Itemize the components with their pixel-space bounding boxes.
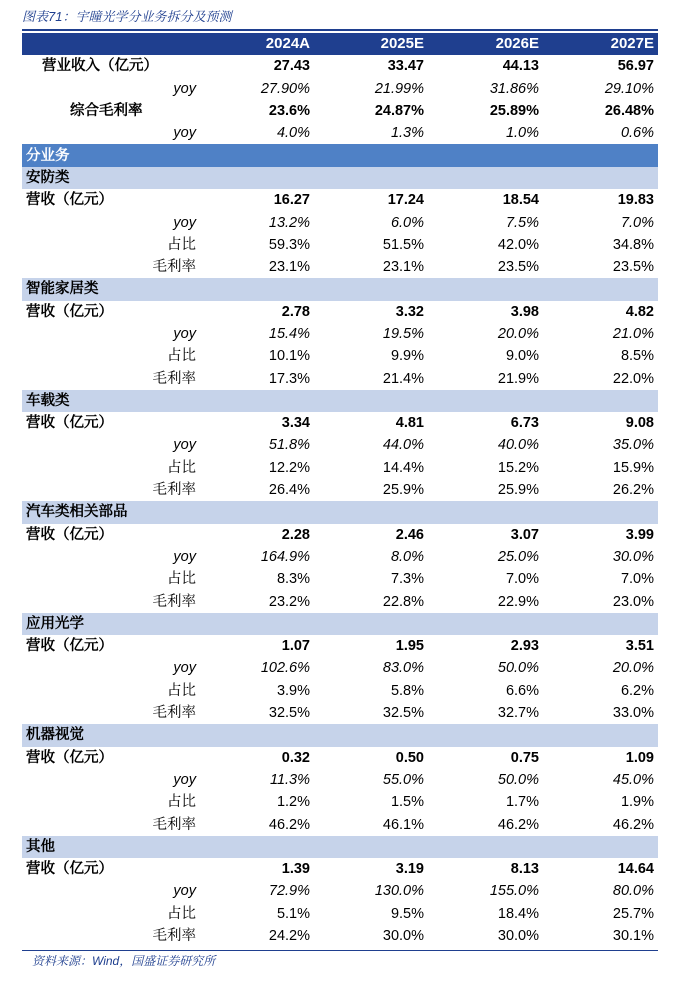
segment-data-row bbox=[22, 189, 658, 211]
row-label: 毛利率 bbox=[152, 370, 196, 387]
segment-data-row bbox=[22, 434, 658, 456]
value-cell: 30.0% bbox=[497, 928, 539, 945]
segment-data-row bbox=[22, 256, 658, 278]
value-cell: 2.93 bbox=[510, 638, 539, 655]
value-cell: 5.8% bbox=[390, 682, 424, 699]
value-cell: 23.6% bbox=[268, 103, 310, 120]
forecast-table-body bbox=[22, 33, 658, 947]
segment-title: 安防类 bbox=[22, 167, 658, 189]
value-cell: 44.0% bbox=[382, 437, 424, 454]
value-cell: 1.09 bbox=[625, 749, 654, 766]
segment-data-row bbox=[22, 858, 658, 880]
value-cell: 32.7% bbox=[497, 705, 539, 722]
segment-heading-row bbox=[22, 144, 658, 166]
value-cell: 23.5% bbox=[497, 259, 539, 276]
value-cell: 23.0% bbox=[612, 593, 654, 610]
value-cell: 51.8% bbox=[268, 437, 310, 454]
value-cell: 18.4% bbox=[497, 905, 539, 922]
value-cell: 3.07 bbox=[510, 526, 539, 543]
value-cell: 26.48% bbox=[604, 103, 654, 120]
value-cell: 1.2% bbox=[276, 794, 310, 811]
value-cell: 18.54 bbox=[502, 192, 539, 209]
value-cell: 51.5% bbox=[382, 236, 424, 253]
segment-data-row bbox=[22, 479, 658, 501]
value-cell: 25.7% bbox=[612, 905, 654, 922]
value-cell: 45.0% bbox=[612, 771, 654, 788]
row-label: 占比 bbox=[167, 905, 196, 922]
row-label: 营收（亿元） bbox=[26, 415, 113, 432]
row-label: yoy bbox=[173, 660, 196, 677]
value-cell: 8.3% bbox=[276, 571, 310, 588]
value-cell: 155.0% bbox=[489, 883, 539, 900]
value-cell: 0.32 bbox=[281, 749, 310, 766]
segment-title-row bbox=[22, 836, 658, 858]
row-label: 占比 bbox=[167, 348, 196, 365]
segment-data-row bbox=[22, 769, 658, 791]
value-cell: 22.0% bbox=[612, 370, 654, 387]
value-cell: 25.9% bbox=[382, 482, 424, 499]
segment-data-row bbox=[22, 813, 658, 835]
row-label: 营业收入（亿元） bbox=[42, 58, 158, 75]
segment-data-row bbox=[22, 301, 658, 323]
row-label: 毛利率 bbox=[152, 705, 196, 722]
value-cell: 7.5% bbox=[505, 214, 539, 231]
value-cell: 56.97 bbox=[617, 58, 654, 75]
value-cell: 102.6% bbox=[260, 660, 310, 677]
value-cell: 3.34 bbox=[281, 415, 310, 432]
value-cell: 8.5% bbox=[620, 348, 654, 365]
value-cell: 7.3% bbox=[390, 571, 424, 588]
segment-data-row bbox=[22, 546, 658, 568]
value-cell: 3.32 bbox=[395, 303, 424, 320]
segment-data-row bbox=[22, 791, 658, 813]
value-cell: 12.2% bbox=[268, 459, 310, 476]
segment-data-row bbox=[22, 702, 658, 724]
row-label: 营收（亿元） bbox=[26, 526, 113, 543]
row-label: 毛利率 bbox=[152, 928, 196, 945]
segment-title-row bbox=[22, 278, 658, 300]
row-label: 营收（亿元） bbox=[26, 638, 113, 655]
segment-title: 应用光学 bbox=[22, 613, 658, 635]
value-cell: 3.98 bbox=[510, 303, 539, 320]
value-cell: 35.0% bbox=[612, 437, 654, 454]
segment-title: 机器视觉 bbox=[22, 724, 658, 746]
row-label: 占比 bbox=[167, 794, 196, 811]
segment-data-row bbox=[22, 747, 658, 769]
value-cell: 40.0% bbox=[497, 437, 539, 454]
row-label: 占比 bbox=[167, 571, 196, 588]
source-note: 资料来源：Wind，国盛证券研究所 bbox=[32, 954, 216, 968]
value-cell: 164.9% bbox=[260, 548, 310, 565]
value-cell: 3.51 bbox=[625, 638, 654, 655]
value-cell: 16.27 bbox=[273, 192, 310, 209]
segment-title-row bbox=[22, 390, 658, 412]
value-cell: 23.5% bbox=[612, 259, 654, 276]
value-cell: 1.0% bbox=[505, 125, 539, 142]
value-cell: 83.0% bbox=[382, 660, 424, 677]
value-cell: 46.1% bbox=[382, 816, 424, 833]
segment-title: 智能家居类 bbox=[22, 278, 658, 300]
segment-title: 汽车类相关部品 bbox=[22, 501, 658, 523]
value-cell: 30.0% bbox=[612, 548, 654, 565]
value-cell: 15.4% bbox=[268, 326, 310, 342]
row-label: yoy bbox=[173, 326, 196, 342]
row-label: yoy bbox=[173, 771, 196, 788]
segment-data-row bbox=[22, 635, 658, 657]
value-cell: 20.0% bbox=[612, 660, 654, 677]
value-cell: 9.9% bbox=[390, 348, 424, 365]
value-cell: 72.9% bbox=[268, 883, 310, 900]
header-row bbox=[22, 33, 658, 55]
value-cell: 4.81 bbox=[395, 415, 424, 432]
value-cell: 46.2% bbox=[497, 816, 539, 833]
value-cell: 23.2% bbox=[268, 593, 310, 610]
segment-data-row bbox=[22, 323, 658, 345]
segment-data-row bbox=[22, 657, 658, 679]
value-cell: 1.7% bbox=[505, 794, 539, 811]
value-cell: 130.0% bbox=[374, 883, 424, 900]
segment-title-row bbox=[22, 724, 658, 746]
segment-data-row bbox=[22, 680, 658, 702]
segment-data-row bbox=[22, 880, 658, 902]
value-cell: 9.08 bbox=[625, 415, 654, 432]
value-cell: 17.24 bbox=[387, 192, 424, 209]
segment-data-row bbox=[22, 903, 658, 925]
value-cell: 32.5% bbox=[268, 705, 310, 722]
value-cell: 55.0% bbox=[382, 771, 424, 788]
value-cell: 21.0% bbox=[612, 326, 654, 342]
value-cell: 34.8% bbox=[612, 236, 654, 253]
value-cell: 23.1% bbox=[382, 259, 424, 276]
value-cell: 42.0% bbox=[497, 236, 539, 253]
value-cell: 6.2% bbox=[620, 682, 654, 699]
value-cell: 2.78 bbox=[281, 303, 310, 320]
row-label: 营收（亿元） bbox=[26, 861, 113, 878]
value-cell: 20.0% bbox=[497, 326, 539, 342]
value-cell: 1.5% bbox=[390, 794, 424, 811]
value-cell: 8.0% bbox=[390, 548, 424, 565]
value-cell: 15.9% bbox=[612, 459, 654, 476]
row-label: 毛利率 bbox=[152, 482, 196, 499]
value-cell: 3.99 bbox=[625, 526, 654, 543]
year-2026e: 2026E bbox=[428, 33, 543, 55]
value-cell: 1.3% bbox=[390, 125, 424, 142]
segment-data-row bbox=[22, 345, 658, 367]
value-cell: 1.9% bbox=[620, 794, 654, 811]
row-label: yoy bbox=[173, 883, 196, 900]
value-cell: 14.64 bbox=[617, 861, 654, 878]
header-label-cell bbox=[22, 33, 200, 55]
value-cell: 5.1% bbox=[276, 905, 310, 922]
value-cell: 3.19 bbox=[395, 861, 424, 878]
value-cell: 46.2% bbox=[612, 816, 654, 833]
summary-row bbox=[22, 122, 658, 144]
value-cell: 30.0% bbox=[382, 928, 424, 945]
segment-title-row bbox=[22, 613, 658, 635]
value-cell: 19.5% bbox=[382, 326, 424, 342]
segment-title-row bbox=[22, 501, 658, 523]
value-cell: 21.99% bbox=[374, 80, 424, 97]
value-cell: 4.82 bbox=[625, 303, 654, 320]
value-cell: 23.1% bbox=[268, 259, 310, 276]
value-cell: 50.0% bbox=[497, 771, 539, 788]
segment-heading: 分业务 bbox=[22, 144, 658, 166]
top-rule bbox=[22, 29, 658, 31]
summary-row bbox=[22, 100, 658, 122]
value-cell: 59.3% bbox=[268, 236, 310, 253]
value-cell: 17.3% bbox=[268, 370, 310, 387]
year-2024a: 2024A bbox=[200, 33, 314, 55]
segment-data-row bbox=[22, 234, 658, 256]
row-label: yoy bbox=[173, 125, 196, 142]
value-cell: 7.0% bbox=[620, 214, 654, 231]
row-label: 营收（亿元） bbox=[26, 192, 113, 209]
value-cell: 2.28 bbox=[281, 526, 310, 543]
value-cell: 27.43 bbox=[273, 58, 310, 75]
bottom-rule bbox=[22, 950, 658, 951]
value-cell: 33.0% bbox=[612, 705, 654, 722]
segment-data-row bbox=[22, 457, 658, 479]
value-cell: 6.0% bbox=[390, 214, 424, 231]
row-label: yoy bbox=[173, 548, 196, 565]
segment-data-row bbox=[22, 211, 658, 233]
value-cell: 22.9% bbox=[497, 593, 539, 610]
value-cell: 13.2% bbox=[268, 214, 310, 231]
value-cell: 0.75 bbox=[510, 749, 539, 766]
value-cell: 21.4% bbox=[382, 370, 424, 387]
figure-caption: 图表71：宇瞳光学分业务拆分及预测 bbox=[22, 9, 232, 24]
value-cell: 25.0% bbox=[497, 548, 539, 565]
value-cell: 19.83 bbox=[617, 192, 654, 209]
value-cell: 1.95 bbox=[395, 638, 424, 655]
value-cell: 1.07 bbox=[281, 638, 310, 655]
segment-data-row bbox=[22, 367, 658, 389]
value-cell: 2.46 bbox=[395, 526, 424, 543]
value-cell: 22.8% bbox=[382, 593, 424, 610]
value-cell: 10.1% bbox=[268, 348, 310, 365]
value-cell: 15.2% bbox=[497, 459, 539, 476]
row-label: 毛利率 bbox=[152, 816, 196, 833]
value-cell: 3.9% bbox=[276, 682, 310, 699]
value-cell: 31.86% bbox=[489, 80, 539, 97]
value-cell: 25.89% bbox=[489, 103, 539, 120]
segment-title-row bbox=[22, 167, 658, 189]
forecast-table bbox=[22, 33, 658, 947]
segment-data-row bbox=[22, 590, 658, 612]
segment-data-row bbox=[22, 925, 658, 947]
value-cell: 27.90% bbox=[260, 80, 310, 97]
value-cell: 21.9% bbox=[497, 370, 539, 387]
year-2027e: 2027E bbox=[543, 33, 658, 55]
year-2025e: 2025E bbox=[314, 33, 428, 55]
summary-row bbox=[22, 55, 658, 77]
row-label: 营收（亿元） bbox=[26, 749, 113, 766]
value-cell: 26.4% bbox=[268, 482, 310, 499]
value-cell: 7.0% bbox=[505, 571, 539, 588]
summary-row bbox=[22, 78, 658, 100]
value-cell: 11.3% bbox=[269, 771, 310, 788]
value-cell: 7.0% bbox=[620, 571, 654, 588]
value-cell: 26.2% bbox=[612, 482, 654, 499]
row-label: 毛利率 bbox=[152, 259, 196, 276]
segment-title: 车载类 bbox=[22, 390, 658, 412]
row-label: 综合毛利率 bbox=[70, 103, 143, 120]
value-cell: 9.5% bbox=[390, 905, 424, 922]
value-cell: 9.0% bbox=[505, 348, 539, 365]
value-cell: 32.5% bbox=[382, 705, 424, 722]
segment-data-row bbox=[22, 524, 658, 546]
value-cell: 1.39 bbox=[281, 861, 310, 878]
row-label: yoy bbox=[173, 437, 196, 454]
segment-title: 其他 bbox=[22, 836, 658, 858]
row-label: yoy bbox=[173, 80, 196, 97]
value-cell: 6.73 bbox=[510, 415, 539, 432]
value-cell: 46.2% bbox=[268, 816, 310, 833]
row-label: yoy bbox=[173, 214, 196, 231]
row-label: 占比 bbox=[167, 236, 196, 253]
value-cell: 33.47 bbox=[387, 58, 424, 75]
value-cell: 80.0% bbox=[612, 883, 654, 900]
segment-data-row bbox=[22, 412, 658, 434]
value-cell: 6.6% bbox=[505, 682, 539, 699]
value-cell: 8.13 bbox=[510, 861, 539, 878]
value-cell: 0.50 bbox=[395, 749, 424, 766]
value-cell: 29.10% bbox=[604, 80, 654, 97]
value-cell: 24.2% bbox=[268, 928, 310, 945]
value-cell: 0.6% bbox=[620, 125, 654, 142]
value-cell: 4.0% bbox=[276, 125, 310, 142]
value-cell: 24.87% bbox=[374, 103, 424, 120]
value-cell: 50.0% bbox=[497, 660, 539, 677]
row-label: 营收（亿元） bbox=[26, 303, 113, 320]
row-label: 毛利率 bbox=[152, 593, 196, 610]
segment-data-row bbox=[22, 568, 658, 590]
value-cell: 14.4% bbox=[382, 459, 424, 476]
value-cell: 25.9% bbox=[497, 482, 539, 499]
value-cell: 30.1% bbox=[612, 928, 654, 945]
row-label: 占比 bbox=[167, 682, 196, 699]
value-cell: 44.13 bbox=[502, 58, 539, 75]
row-label: 占比 bbox=[167, 459, 196, 476]
